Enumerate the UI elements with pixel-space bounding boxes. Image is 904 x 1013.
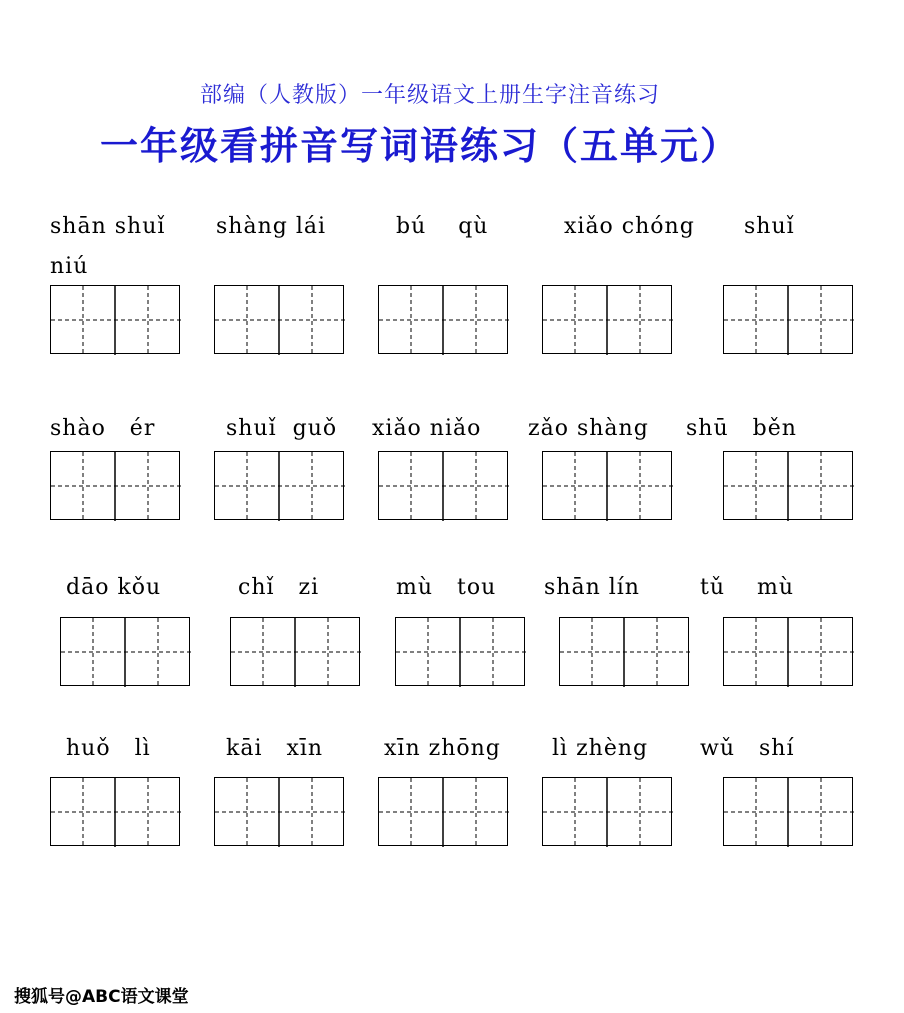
watermark: 搜狐号@ABC语文课堂: [14, 987, 189, 1007]
writing-box[interactable]: [723, 617, 853, 686]
pinyin-label: bú qù: [396, 214, 489, 239]
grid-lines: [379, 286, 509, 355]
writing-box[interactable]: [214, 777, 344, 846]
writing-box[interactable]: [395, 617, 525, 686]
grid-lines: [51, 286, 181, 355]
writing-box[interactable]: [542, 451, 672, 520]
pinyin-label: mù tou: [396, 575, 497, 600]
pinyin-label: wǔ shí: [700, 736, 795, 761]
grid-lines: [379, 452, 509, 521]
writing-box[interactable]: [378, 451, 508, 520]
grid-lines: [543, 778, 673, 847]
pinyin-label: kāi xīn: [226, 736, 324, 761]
grid-lines: [724, 778, 854, 847]
worksheet-subtitle: 部编（人教版）一年级语文上册生字注音练习: [199, 83, 660, 108]
pinyin-label: shào ér: [50, 416, 156, 441]
grid-lines: [724, 618, 854, 687]
pinyin-label: xiǎo niǎo: [372, 416, 482, 441]
pinyin-label: shān shuǐ: [50, 214, 166, 239]
pinyin-label: shān lín: [544, 575, 640, 600]
pinyin-label: shuǐ: [744, 214, 795, 239]
pinyin-label: dāo kǒu: [66, 575, 162, 600]
pinyin-label: chǐ zi: [238, 575, 320, 600]
grid-lines: [51, 778, 181, 847]
writing-box[interactable]: [378, 285, 508, 354]
grid-lines: [215, 452, 345, 521]
writing-box[interactable]: [50, 777, 180, 846]
pinyin-label: shàng lái: [216, 214, 327, 239]
pinyin-label: shū běn: [686, 416, 797, 441]
writing-box[interactable]: [723, 777, 853, 846]
grid-lines: [231, 618, 361, 687]
grid-lines: [724, 286, 854, 355]
pinyin-label: niú: [50, 254, 89, 279]
pinyin-label: xiǎo chóng: [564, 214, 695, 239]
pinyin-label: huǒ lì: [66, 736, 151, 761]
writing-box[interactable]: [723, 451, 853, 520]
pinyin-label: xīn zhōng: [384, 736, 501, 761]
pinyin-label: lì zhèng: [552, 736, 649, 761]
writing-box[interactable]: [50, 451, 180, 520]
grid-lines: [215, 778, 345, 847]
grid-lines: [396, 618, 526, 687]
writing-box[interactable]: [230, 617, 360, 686]
grid-lines: [543, 452, 673, 521]
writing-box[interactable]: [60, 617, 190, 686]
writing-box[interactable]: [378, 777, 508, 846]
writing-box[interactable]: [214, 285, 344, 354]
pinyin-label: zǎo shàng: [528, 416, 649, 441]
pinyin-label: tǔ mù: [700, 575, 795, 600]
writing-box[interactable]: [559, 617, 689, 686]
grid-lines: [51, 452, 181, 521]
writing-box[interactable]: [542, 777, 672, 846]
grid-lines: [543, 286, 673, 355]
grid-lines: [379, 778, 509, 847]
grid-lines: [215, 286, 345, 355]
writing-box[interactable]: [214, 451, 344, 520]
writing-box[interactable]: [542, 285, 672, 354]
grid-lines: [560, 618, 690, 687]
worksheet-title: 一年级看拼音写词语练习（五单元）: [99, 123, 740, 168]
pinyin-label: shuǐ guǒ: [226, 416, 338, 441]
writing-box[interactable]: [723, 285, 853, 354]
grid-lines: [61, 618, 191, 687]
writing-box[interactable]: [50, 285, 180, 354]
grid-lines: [724, 452, 854, 521]
